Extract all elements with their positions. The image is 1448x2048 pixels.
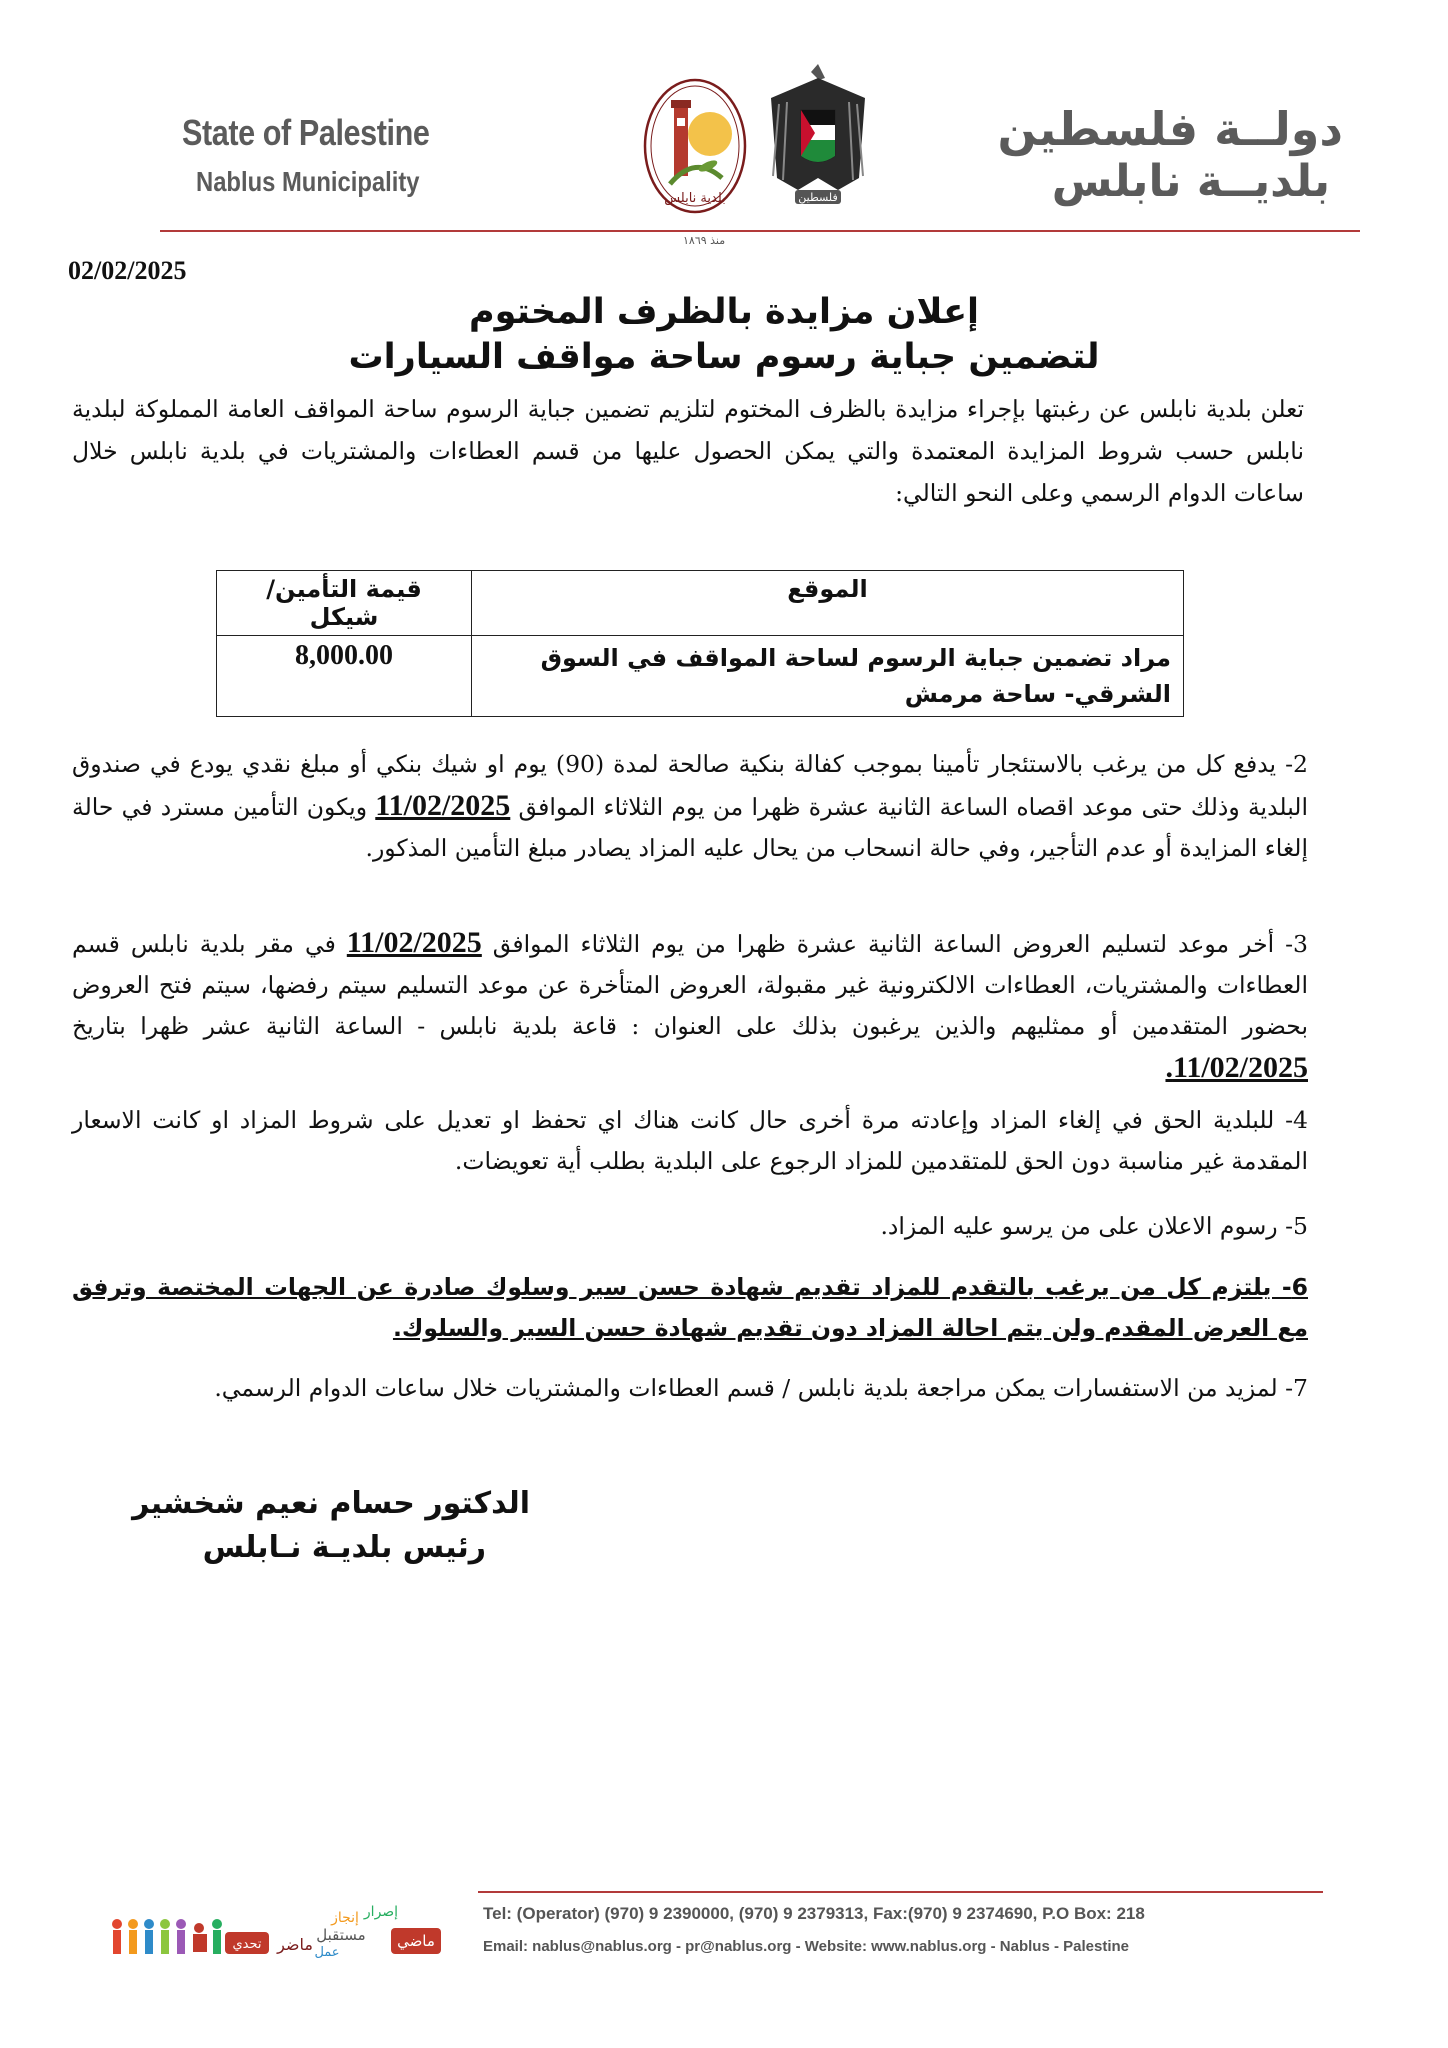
item-3-text-a: 3- أخر موعد لتسليم العروض الساعة الثانية عشرة ظهرا من يوم الثلاثاء الموافق	[481, 930, 1308, 958]
since-label: منذ ١٨٦٩	[683, 234, 726, 247]
item-7: 7- لمزيد من الاستفسارات يمكن مراجعة بلدية نابلس / قسم العطاءات والمشتريات خلال ساعات الدوام الرسمي.	[214, 1374, 1308, 1402]
slogan-word-3: مستقبل	[316, 1926, 366, 1944]
people-figures-icon	[112, 1919, 222, 1954]
footer-contact: Tel: (Operator) (970) 9 2390000, (970) 9 2379313, Fax:(970) 9 2374690, P.O Box: 218	[483, 1904, 1145, 1923]
header-ar-title: دولــة فلسطين	[997, 102, 1343, 156]
item-5: 5- رسوم الاعلان على من يرسو عليه المزاد.	[880, 1212, 1308, 1240]
header-en-subtitle: Nablus Municipality	[196, 166, 420, 197]
item-3	[72, 922, 1308, 1090]
palestine-eagle-emblem	[763, 58, 873, 218]
header-en-title: State of Palestine	[182, 112, 430, 153]
table-header-row	[217, 571, 1184, 636]
header-ar-subtitle: بلديــة نابلس	[1051, 156, 1330, 207]
item-2-text-a: 2- يدفع كل من يرغب بالاستئجار تأمينا بموجب كفالة بنكية صالحة لمدة (90) يوم او شيك بنكي أو مبلغ نقدي يودع في صندوق البلدية وذلك حتى موعد اقصاه الساعة الثانية عشرة ظهرا من يوم الثلاثاء الموافق	[72, 750, 1308, 821]
item-6: 6- يلتزم كل من يرغب بالتقدم للمزاد تقديم شهادة حسن سير وسلوك صادرة عن الجهات المختصة وترفق مع العرض المقدم ولن يتم احالة المزاد دون تقديم شهادة حسن السير والسلوك.	[72, 1273, 1308, 1342]
signatory-name: الدكتور حسام نعيم شخشير	[132, 1486, 530, 1521]
header-divider	[160, 230, 1360, 232]
slogan-word-4: إنجاز	[331, 1910, 359, 1926]
item-3-date: 11/02/2025	[346, 926, 482, 959]
footer-slogan-graphic	[105, 1894, 455, 1974]
item-4: 4- للبلدية الحق في إلغاء المزاد وإعادته مرة أخرى حال كانت هناك اي تحفظ او تعديل على شروط المزاد او كانت الاسعار المقدمة غير مناسبة دون الحق للمتقدمين للمزاد الرجوع على البلدية بطلب أية تعويضات.	[72, 1106, 1308, 1175]
row-location: مراد تضمين جباية الرسوم لساحة المواقف في السوق الشرقي- ساحة مرمش	[472, 636, 1184, 717]
table-row	[217, 636, 1184, 717]
footer-web: Email: nablus@nablus.org - pr@nablus.org - Website: www.nablus.org - Nablus - Palestine	[483, 1938, 1129, 1955]
slogan-word-2: إصرار	[363, 1904, 399, 1920]
col-location-header: الموقع	[472, 571, 1184, 636]
footer-divider	[478, 1891, 1323, 1893]
row-amount: 8,000.00	[217, 636, 472, 717]
slogan-word-7: تحدي	[232, 1937, 262, 1952]
slogan-word-1: ماضي	[397, 1932, 435, 1950]
logo-right-text: فلسطين	[798, 191, 838, 204]
document-date: 02/02/2025	[68, 256, 187, 285]
item-3-date-2: 11/02/2025.	[1165, 1051, 1308, 1084]
slogan-word-6: ماضر	[277, 1935, 313, 1954]
auction-table	[216, 570, 1184, 717]
item-2-date: 11/02/2025	[375, 789, 511, 822]
slogan-word-5: عمل	[314, 1945, 340, 1960]
announcement-subtitle: لتضمين جباية رسوم ساحة مواقف السيارات	[348, 337, 1100, 377]
announcement-title: إعلان مزايدة بالظرف المختوم	[468, 292, 980, 332]
col-amount-header: قيمة التأمين/ شيكل	[217, 571, 472, 636]
item-3-text-b: في مقر بلدية نابلس قسم العطاءات والمشتريات، العطاءات الالكترونية غير مقبولة، العروض المتأخرة عن موعد التسليم سيتم رفضها، سيتم فتح العروض بحضور المتقدمين أو ممثليهم والذين يرغبون بذلك على العنوان : قاعة بلدية نابلس - الساعة الثانية عشر ظهرا بتاريخ	[72, 930, 1308, 1040]
intro-paragraph: تعلن بلدية نابلس عن رغبتها بإجراء مزايدة بالظرف المختوم لتلزيم تضمين جباية الرسوم ساحة المواقف العامة المملوكة لبلدية نابلس حسب شروط المزايدة المعتمدة والتي يمكن الحصول عليها من قسم العطاءات والمشتريات في بلدية نابلس خلال ساعات الدوام الرسمي وعلى النحو التالي:	[72, 395, 1304, 507]
municipality-logo	[640, 74, 750, 224]
logo-left-text: بلدية نابلس	[664, 191, 726, 206]
item-2	[72, 744, 1308, 869]
signatory-title: رئيس بلديـة نـابلس	[202, 1530, 486, 1565]
item-2-text-b: ويكون التأمين مسترد في حالة إلغاء المزايدة أو عدم التأجير، وفي حالة انسحاب من يحال عليه المزاد يصادر مبلغ التأمين المذكور.	[72, 793, 1308, 862]
